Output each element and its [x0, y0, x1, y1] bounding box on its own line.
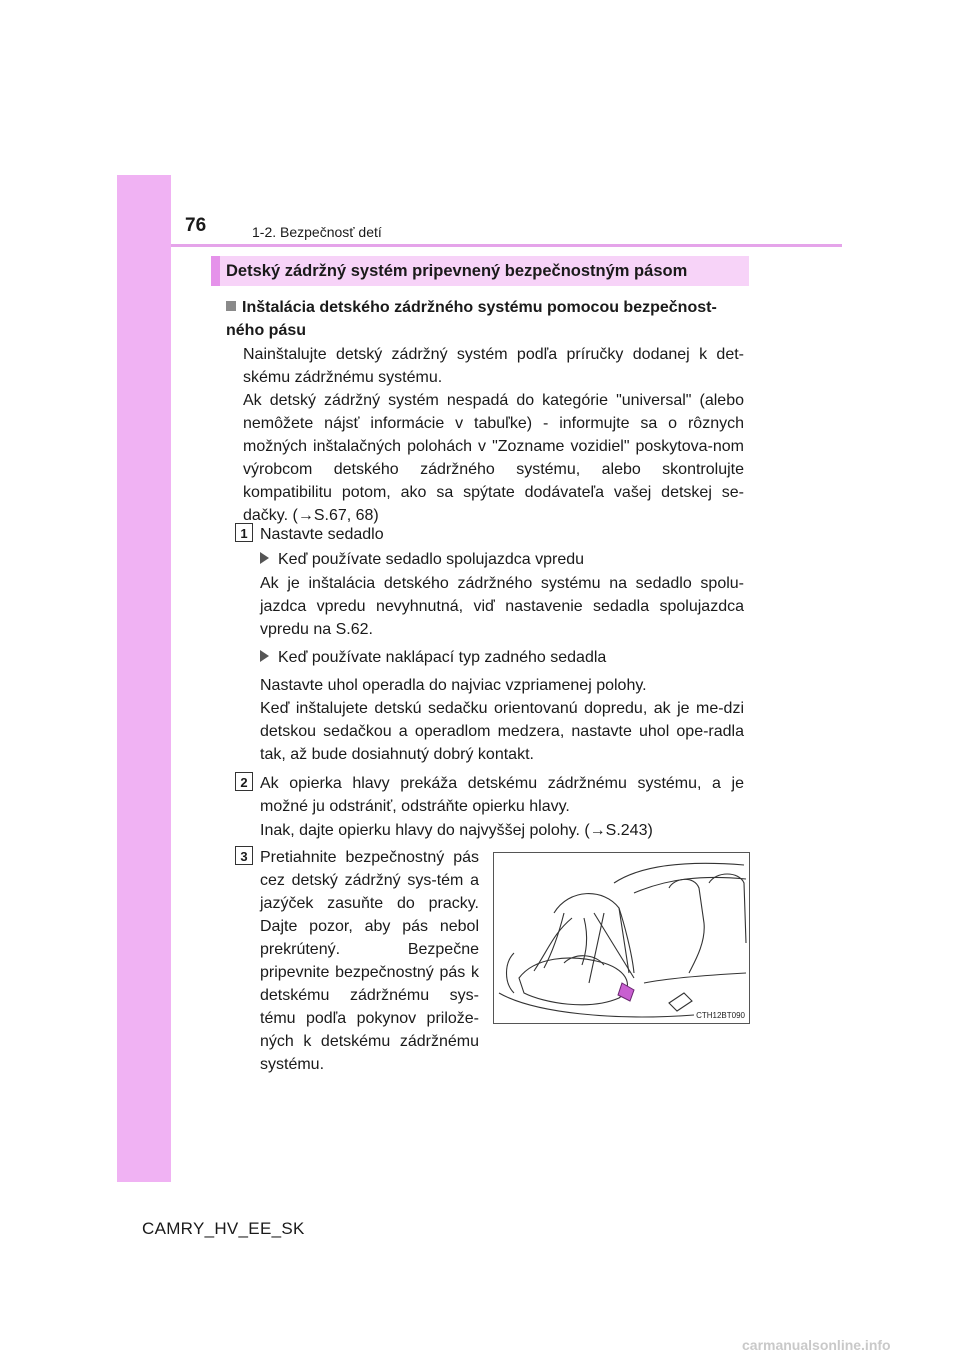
step-number-2: 2 — [235, 772, 253, 791]
figure-code: CTH12BT090 — [696, 1011, 745, 1020]
intro-paragraph-1: Nainštalujte detský zádržný systém podľa príručky dodanej k det-skému zádržnému systému. — [243, 346, 744, 386]
step-number-3: 3 — [235, 846, 253, 865]
square-bullet-icon — [226, 301, 236, 311]
bullet-2-title-text: Keď používate naklápací typ zadného sedadla — [278, 649, 607, 666]
watermark: carmanualsonline.info — [742, 1337, 891, 1353]
document-footer: CAMRY_HV_EE_SK — [142, 1219, 305, 1238]
step-number-1: 1 — [235, 523, 253, 542]
bullet-2-title — [260, 646, 744, 669]
child-seat-illustration — [493, 852, 750, 1024]
intro-paragraph-2: Ak detský zádržný systém nespadá do kategórie "universal" (alebo nemôžete nájsť informácie v tabuľke) - informujte sa o rôznych možných inštalačných polohách v "Zozname vozidiel" poskytova-nom výrobcom detského zádržného systému, alebo skontrolujte kompatibilitu potom, ako sa spýtate dodávateľa vašej detskej se-dačky. (→S.67, 68) — [243, 392, 744, 524]
subheading-text: Inštalácia detského zádržného systému pomocou bezpečnost-ného pásu — [226, 299, 717, 339]
step-3-text: Pretiahnite bezpečnostný pás cez detský zádržný sys-tém a jazýček zasuňte do pracky. Dajte pozor, aby pás nebol prekrútený. Bezpečne pripevnite bezpečnostný pás k detskému zádržnému sys-tému podľa pokynov prilože-ných k detskému zádržnému systému. — [260, 849, 479, 1073]
rear-seat-child-restraint-drawing — [494, 853, 749, 1023]
step-1-text: Nastavte sedadlo — [260, 526, 384, 543]
header-divider — [171, 244, 842, 247]
section-title: 1-2. Bezpečnosť detí — [252, 224, 382, 240]
bullet-1-title-text: Keď používate sedadlo spolujazdca vpredu — [278, 551, 585, 568]
bullet-1-title — [260, 548, 744, 571]
step-2-text: Ak opierka hlavy prekáža detskému zádržnému systému, a je možné ju odstrániť, odstráňte opierku hlavy. — [260, 775, 744, 815]
step-2-text-2: Inak, dajte opierku hlavy do najvyššej polohy. (→S.243) — [260, 822, 653, 839]
bullet-2-text-2: Keď inštalujete detskú sedačku orientovanú dopredu, ak je me-dzi detskou sedačkou a operadlom medzera, nastavte uhol ope-radla tak, až bude dosiahnutý dobrý kontakt. — [260, 700, 744, 763]
bullet-1-text: Ak je inštalácia detského zádržného systému na sedadlo spolu-jazdca vpredu nevyhnutná, viď nastavenie sedadla spolujazdca vpredu na S.62. — [260, 575, 744, 638]
bullet-2-text: Nastavte uhol operadla do najviac vzpriamenej polohy. — [260, 677, 647, 694]
triangle-bullet-icon — [260, 552, 269, 564]
section-heading: Detský zádržný systém pripevnený bezpečnostným pásom — [211, 256, 749, 286]
chapter-sidebar-tab — [117, 175, 171, 1182]
page-number: 76 — [185, 215, 207, 236]
triangle-bullet-icon — [260, 650, 269, 662]
subheading — [226, 296, 744, 342]
